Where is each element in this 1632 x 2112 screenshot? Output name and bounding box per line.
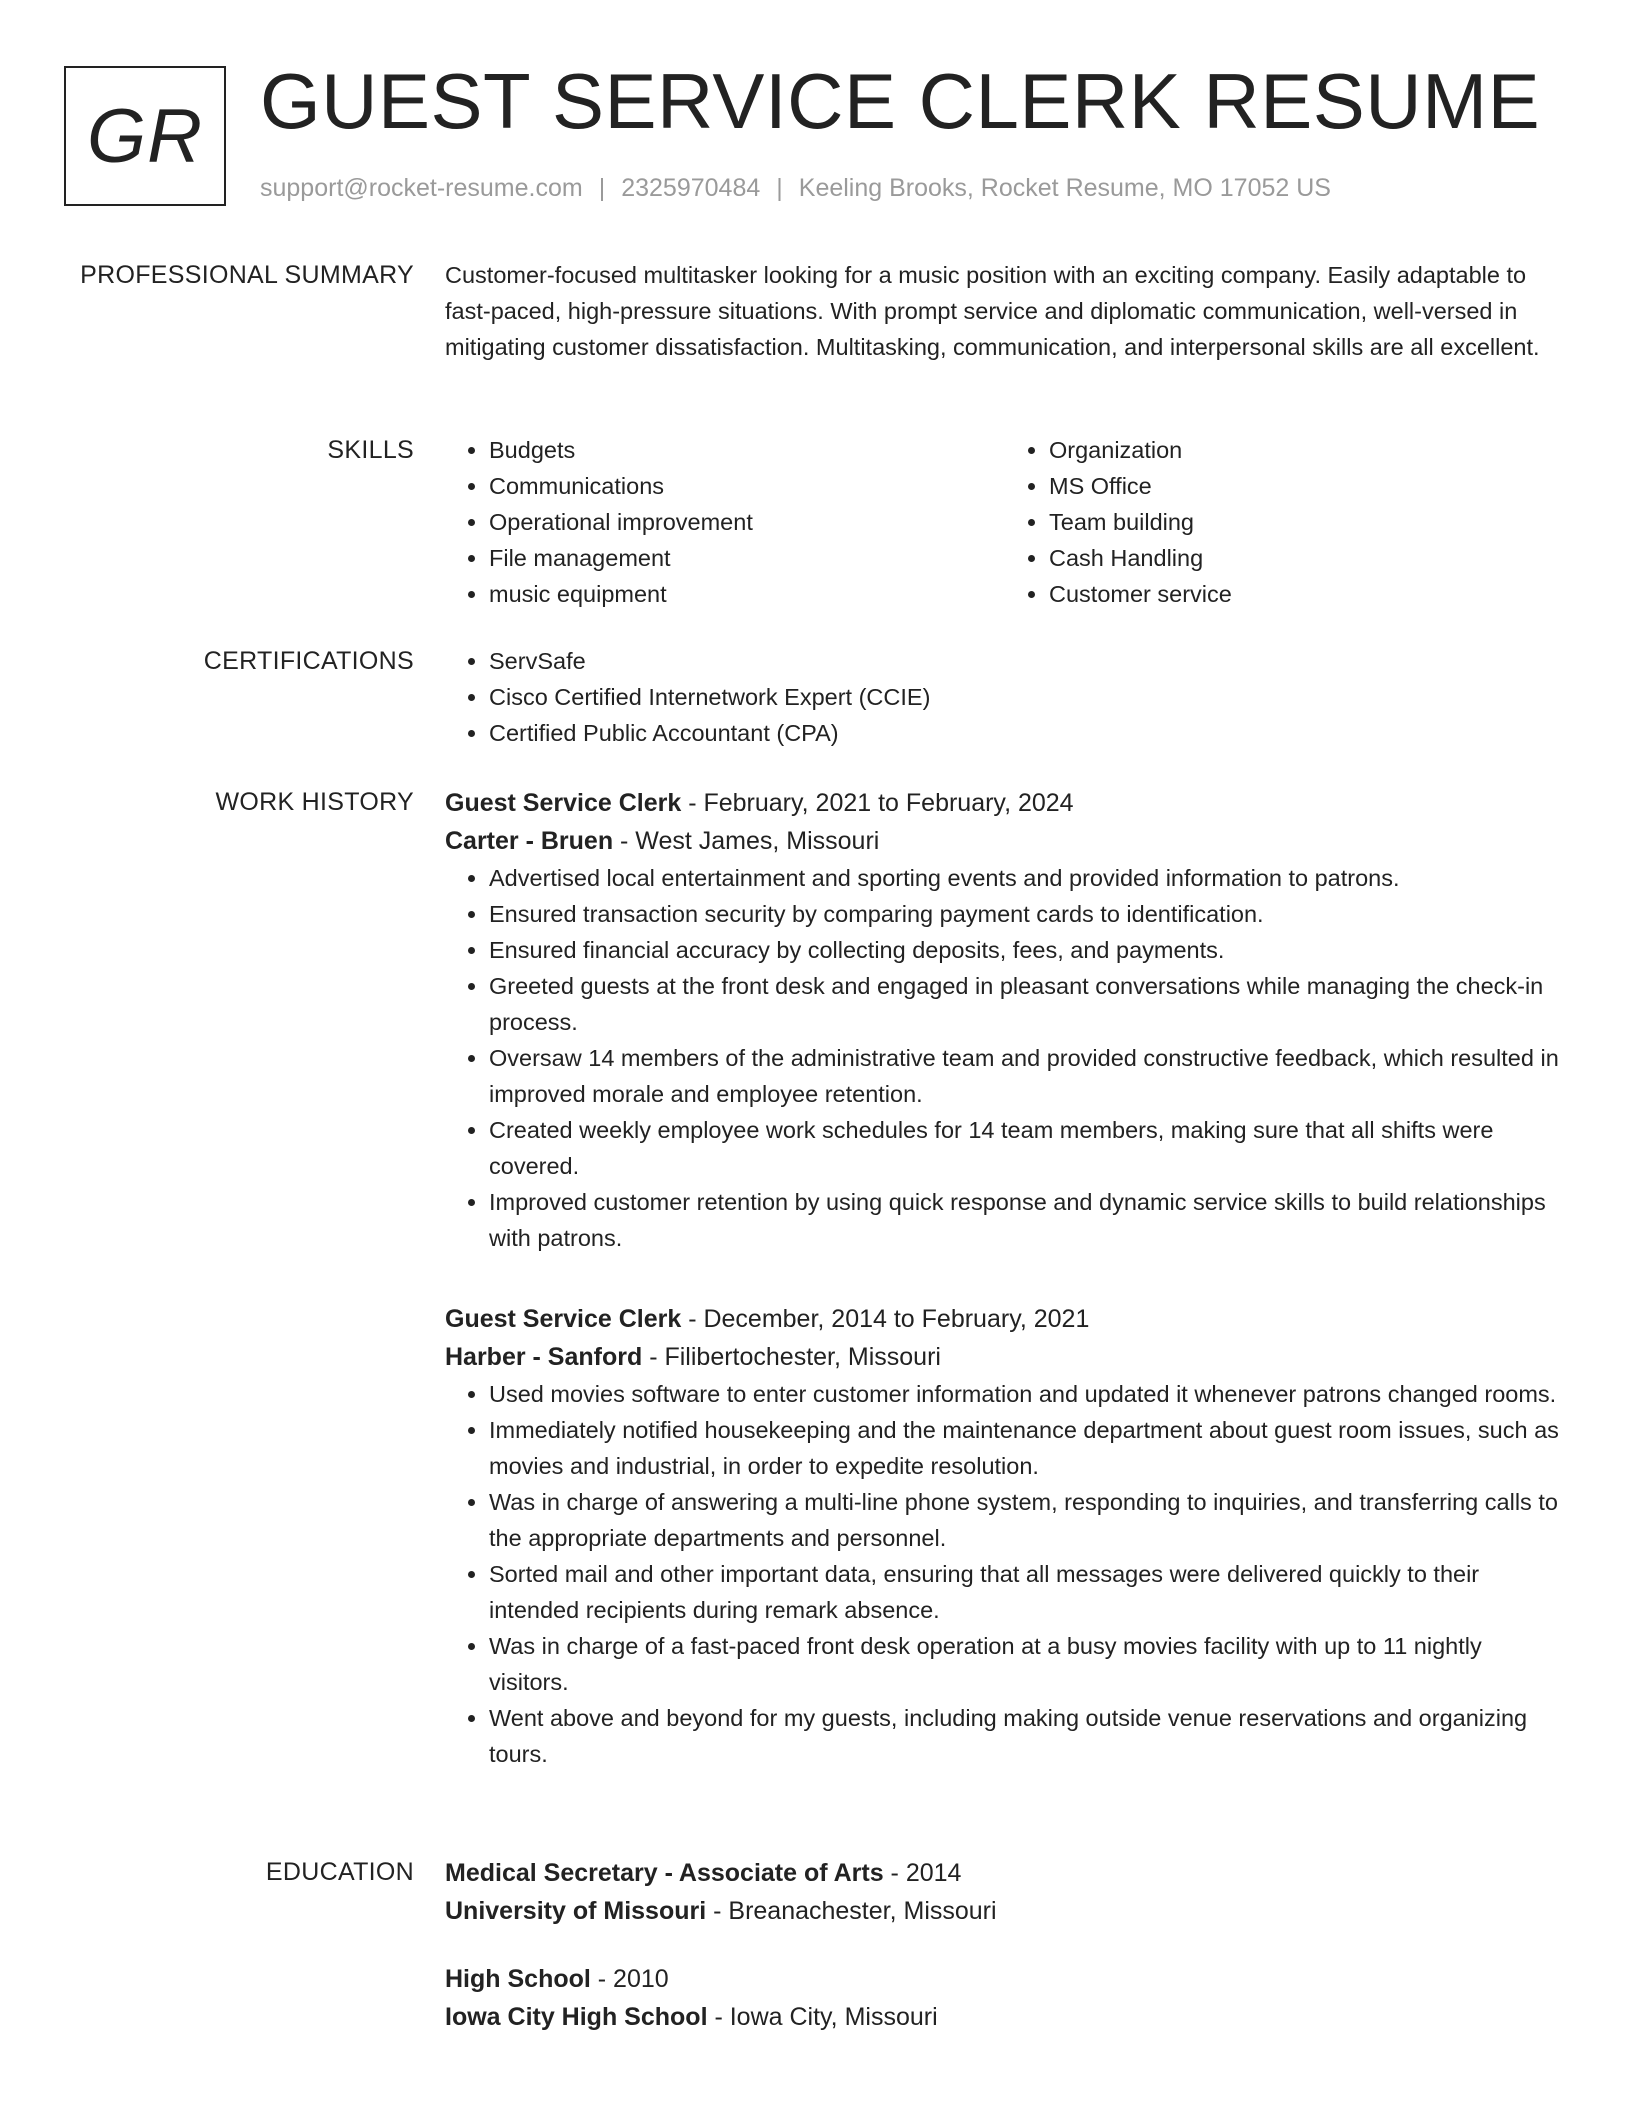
- contact-separator: |: [776, 174, 783, 202]
- job-bullet: • Used movies software to enter customer information and updated it whenever patrons changed rooms.: [489, 1376, 1565, 1412]
- skill-item: • MS Office: [1049, 468, 1565, 504]
- job-bullet: • Ensured transaction security by comparing payment cards to identification.: [489, 896, 1565, 932]
- skills-grid: [445, 432, 1565, 612]
- education-school-line: [445, 1998, 1565, 2036]
- certification-item: • ServSafe: [489, 643, 1565, 679]
- education-location: - Breanachester, Missouri: [706, 1897, 997, 1925]
- job-bullet: • Greeted guests at the front desk and engaged in pleasant conversations while managing the check-in process.: [489, 968, 1565, 1040]
- contact-address: Keeling Brooks, Rocket Resume, MO 17052 US: [798, 174, 1331, 202]
- education-entry: [445, 1854, 1565, 1930]
- job-entry: [445, 1300, 1565, 1772]
- skill-item: • Budgets: [489, 432, 1005, 468]
- job-bullet: • Oversaw 14 members of the administrative team and provided constructive feedback, which resulted in improved morale and employee retention.: [489, 1040, 1565, 1112]
- job-company: Carter - Bruen: [445, 827, 614, 855]
- job-company-line: [445, 822, 1565, 860]
- resume-title: GUEST SERVICE CLERK RESUME: [260, 57, 1541, 145]
- contact-line: [260, 174, 1331, 203]
- education-degree-line: [445, 1960, 1565, 1998]
- job-location: - West James, Missouri: [613, 827, 880, 855]
- education-school: Iowa City High School: [445, 2003, 708, 2031]
- certification-item: • Cisco Certified Internetwork Expert (CCIE): [489, 679, 1565, 715]
- skill-item: • File management: [489, 540, 1005, 576]
- education-degree: High School: [445, 1965, 591, 1993]
- job-bullet: • Sorted mail and other important data, ensuring that all messages were delivered quickly to their intended recipients during remark absence.: [489, 1556, 1565, 1628]
- job-entry: [445, 784, 1565, 1256]
- job-location: - Filibertochester, Missouri: [642, 1343, 941, 1371]
- skills-column-1: [445, 432, 1005, 612]
- skills-column-2: [1005, 432, 1565, 612]
- job-dates: - December, 2014 to February, 2021: [681, 1305, 1090, 1333]
- certification-item: • Certified Public Accountant (CPA): [489, 715, 1565, 751]
- section-label-education: EDUCATION: [265, 1858, 414, 1886]
- section-label-skills: SKILLS: [327, 436, 414, 464]
- certifications-list: [445, 643, 1565, 751]
- contact-phone: 2325970484: [621, 174, 761, 202]
- education-location: - Iowa City, Missouri: [707, 2003, 938, 2031]
- section-label-summary: PROFESSIONAL SUMMARY: [80, 261, 414, 289]
- job-bullet: • Went above and beyond for my guests, including making outside venue reservations and organizing tours.: [489, 1700, 1565, 1772]
- skill-item: • Operational improvement: [489, 504, 1005, 540]
- job-bullet: • Was in charge of answering a multi-line phone system, responding to inquiries, and transferring calls to the appropriate departments and personnel.: [489, 1484, 1565, 1556]
- education-degree: Medical Secretary - Associate of Arts: [445, 1859, 884, 1887]
- education-school-line: [445, 1892, 1565, 1930]
- skill-item: • Organization: [1049, 432, 1565, 468]
- contact-email: support@rocket-resume.com: [260, 174, 583, 202]
- summary-text: Customer-focused multitasker looking for a music position with an exciting company. Easily adaptable to fast-paced, high-pressure situations. With prompt service and diplomatic communication, well-versed in mitigating customer dissatisfaction. Multitasking, communication, and interpersonal skills are all excellent.: [445, 262, 1540, 360]
- section-label-certifications: CERTIFICATIONS: [203, 647, 414, 675]
- education-school: University of Missouri: [445, 1897, 707, 1925]
- job-title: Guest Service Clerk: [445, 1305, 682, 1333]
- job-bullet: • Advertised local entertainment and sporting events and provided information to patrons.: [489, 860, 1565, 896]
- education-entry: [445, 1960, 1565, 2036]
- job-company-line: [445, 1338, 1565, 1376]
- certifications-body: [445, 643, 1565, 751]
- job-title-line: [445, 784, 1565, 822]
- education-year: - 2014: [883, 1859, 962, 1887]
- job-bullets: [445, 1376, 1565, 1772]
- job-bullets: [445, 860, 1565, 1256]
- skill-item: • Cash Handling: [1049, 540, 1565, 576]
- monogram-logo: GR: [64, 66, 226, 206]
- job-bullet: • Improved customer retention by using quick response and dynamic service skills to build relationships with patrons.: [489, 1184, 1565, 1256]
- skill-item: • Customer service: [1049, 576, 1565, 612]
- skill-item: • music equipment: [489, 576, 1005, 612]
- education-body: [445, 1854, 1565, 2036]
- job-bullet: • Was in charge of a fast-paced front desk operation at a busy movies facility with up to 11 nightly visitors.: [489, 1628, 1565, 1700]
- job-bullet: • Created weekly employee work schedules for 14 team members, making sure that all shifts were covered.: [489, 1112, 1565, 1184]
- job-title: Guest Service Clerk: [445, 789, 682, 817]
- section-label-work-history: WORK HISTORY: [215, 788, 414, 816]
- job-dates: - February, 2021 to February, 2024: [681, 789, 1074, 817]
- work-history-body: [445, 784, 1565, 1772]
- job-bullet: • Ensured financial accuracy by collecting deposits, fees, and payments.: [489, 932, 1565, 968]
- skill-item: • Team building: [1049, 504, 1565, 540]
- contact-separator: |: [598, 174, 606, 202]
- education-year: - 2010: [590, 1965, 669, 1993]
- job-company: Harber - Sanford: [445, 1343, 643, 1371]
- job-bullet: • Immediately notified housekeeping and the maintenance department about guest room issues, such as movies and industrial, in order to expedite resolution.: [489, 1412, 1565, 1484]
- job-title-line: [445, 1300, 1565, 1338]
- resume-header: [64, 57, 1564, 212]
- skill-item: • Communications: [489, 468, 1005, 504]
- summary-body: [445, 257, 1565, 365]
- education-degree-line: [445, 1854, 1565, 1892]
